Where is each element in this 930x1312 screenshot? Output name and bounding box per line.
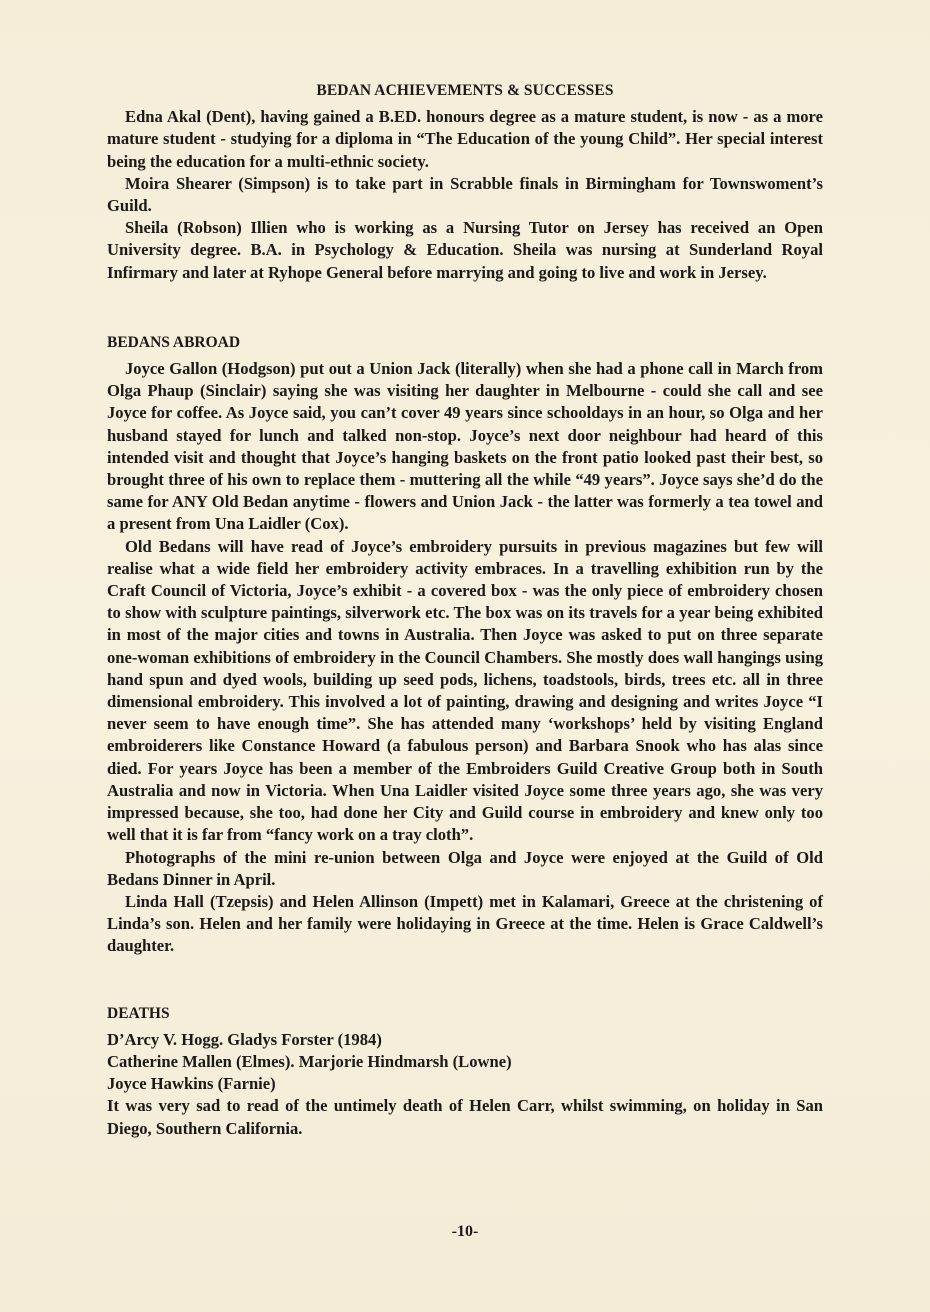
page-number: -10- (451, 1223, 479, 1240)
deaths-line: D’Arcy V. Hogg. Gladys Forster (1984) (107, 1029, 382, 1049)
deaths-line: Joyce Hawkins (Farnie) (107, 1074, 276, 1094)
abroad-paragraph: Old Bedans will have read of Joyce’s embroidery pursuits in previous magazines but few will realise what a wide field her embroidery activity embraces. In a travelling exhibition run by the Craft Council of Victoria, Joyce’s exhibit - a covered box - was the only piece of embroidery chosen to show with sculpture paintings, silverwork etc. The box was on its travels for a year being exhibited in most of the major cities and towns in Australia. Then Joyce was asked to put on three separate one-woman exhibitions of embroidery in the Council Chambers. She mostly does wall hangings using hand spun and dyed wools, building up seed pods, lichens, toadstools, birds, trees etc. all in three dimensional embroidery. This involved a lot of painting, drawing and designing and writes Joyce “I never seem to have enough time”. She has attended many ‘workshops’ held by visiting England embroiderers like Constance Howard (a fabulous person) and Barbara Snook who has alas since died. For years Joyce has been a member of the Embroiders Guild Creative Group both in South Australia and now in Victoria. When Una Laidler visited Joyce some three years ago, she was very impressed because, she too, had done her City and Guild course in embroidery and knew only too well that it is far from “fancy work on a tray cloth”. (107, 536, 823, 845)
heading-deaths: DEATHS (107, 1004, 170, 1022)
abroad-paragraph: Linda Hall (Tzepsis) and Helen Allinson (Impett) met in Kalamari, Greece at the christening of Linda’s son. Helen and her family were holidaying in Greece at the time. Helen is Grace Caldwell’s daughter. (107, 891, 823, 956)
heading-bedans-abroad: BEDANS ABROAD (107, 333, 241, 351)
page-content (107, 80, 823, 1140)
achievements-paragraph: Moira Shearer (Simpson) is to take part in Scrabble finals in Birmingham for Townswoment’s Guild. (107, 173, 823, 216)
abroad-paragraph: Photographs of the mini re-union between Olga and Joyce were enjoyed at the Guild of Old Bedans Dinner in April. (107, 847, 823, 889)
abroad-paragraph: Joyce Gallon (Hodgson) put out a Union Jack (literally) when she had a phone call in March from Olga Phaup (Sinclair) saying she was visiting her daughter in Melbourne - could she call and see Joyce for coffee. As Joyce said, you can’t cover 49 years since schooldays in an hour, so Olga and her husband stayed for lunch and talked non-stop. Joyce’s next door neighbour had heard of this intended visit and thought that Joyce’s hanging baskets on the front patio looked past their best, so brought three of his own to replace them - muttering all the while “49 years”. Joyce says she’d do the same for ANY Old Bedan anytime - flowers and Union Jack - the latter was formerly a tea towel and a present from Una Laidler (Cox). (107, 359, 823, 534)
heading-achievements: BEDAN ACHIEVEMENTS & SUCCESSES (316, 82, 614, 99)
section-spacer (107, 284, 823, 332)
section-spacer (107, 958, 823, 1003)
achievements-paragraph: Edna Akal (Dent), having gained a B.ED. honours degree as a mature student, is now - as a more mature student - studying for a diploma in “The Education of the young Child”. Her special interest being the education for a multi-ethnic society. (107, 107, 823, 171)
deaths-line: Catherine Mallen (Elmes). Marjorie Hindmarsh (Lowne) (107, 1051, 512, 1071)
achievements-paragraph: Sheila (Robson) Illien who is working as a Nursing Tutor on Jersey has received an Open University degree. B.A. in Psychology & Education. Sheila was nursing at Sunderland Royal Infirmary and later at Ryhope General before marrying and going to live and work in Jersey. (107, 218, 823, 282)
deaths-paragraph: It was very sad to read of the untimely death of Helen Carr, whilst swimming, on holiday in San Diego, Southern California. (107, 1096, 823, 1138)
